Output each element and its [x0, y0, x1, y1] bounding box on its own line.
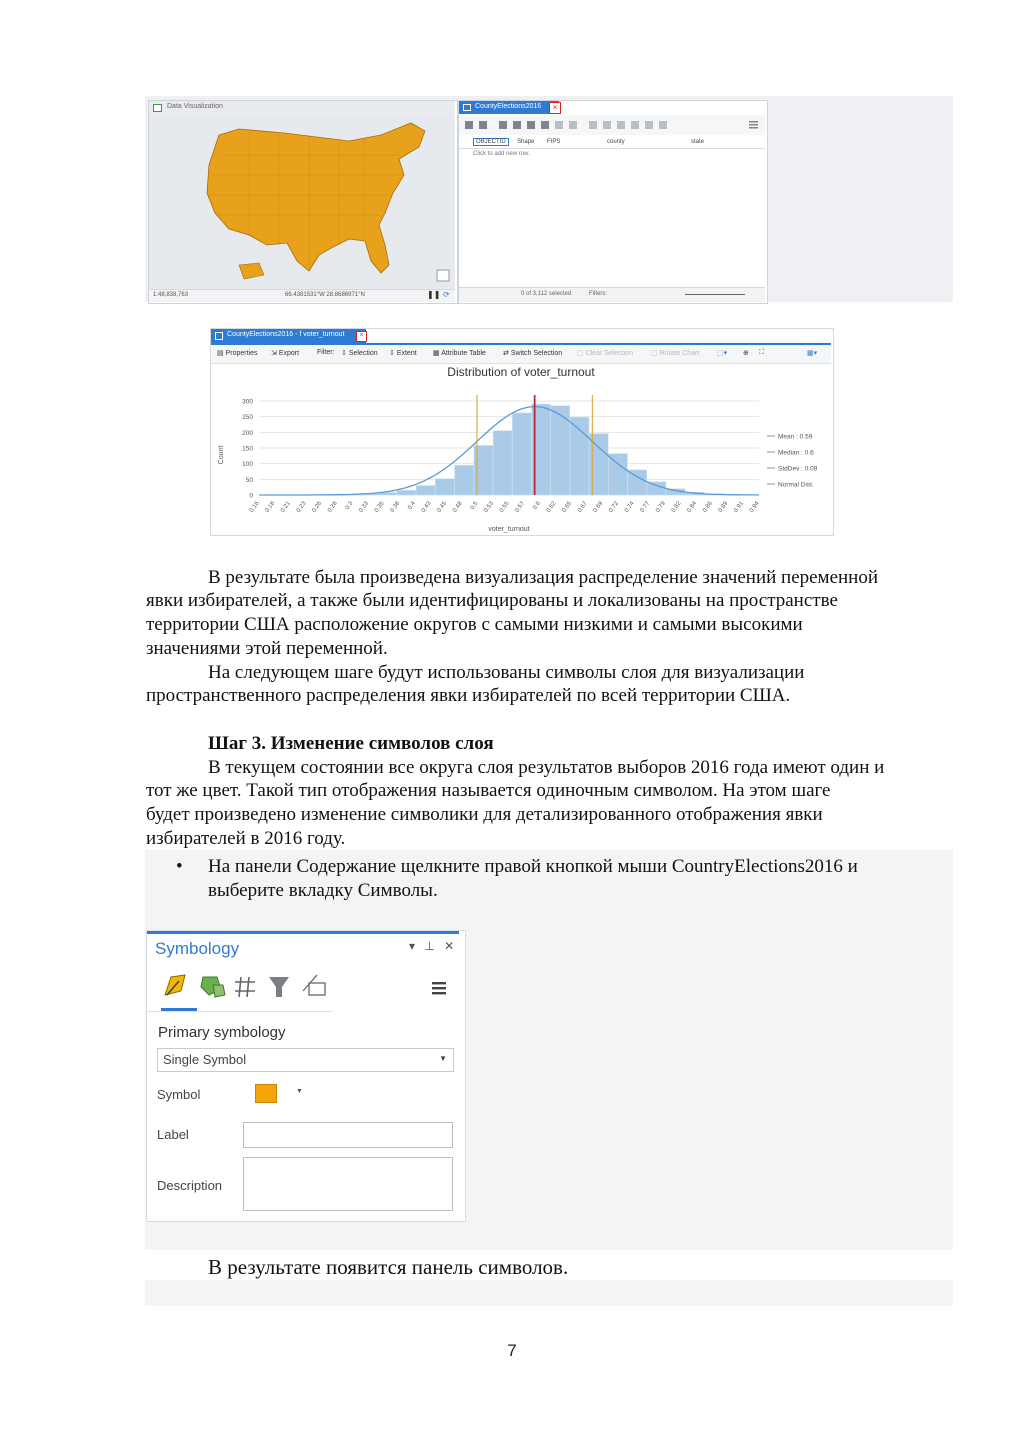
- map-scale[interactable]: 1:48,838,763: [153, 292, 189, 298]
- map-and-table-screenshot: [145, 96, 953, 302]
- legend-item: Normal Dist.: [778, 481, 814, 489]
- x-tick-label: 0.28: [327, 500, 339, 514]
- bullet-icon: •: [176, 856, 183, 877]
- x-axis-label: voter_turnout: [488, 526, 530, 533]
- y-tick-label: 150: [242, 445, 253, 453]
- result-sentence: В результате появится панель символов.: [208, 1255, 569, 1279]
- symbology-tab-icons: [161, 971, 341, 1001]
- pane-options-icon[interactable]: ▾: [409, 939, 416, 953]
- symbology-title: Symbology: [155, 939, 240, 958]
- close-icon[interactable]: ×: [356, 331, 367, 342]
- chart-title: Distribution of voter_turnout: [447, 365, 595, 379]
- chart-toolbar: [211, 345, 831, 364]
- x-tick-label: 0.57: [514, 500, 527, 514]
- pause-icon[interactable]: ❚❚: [427, 290, 441, 299]
- x-tick-label: 0.48: [452, 500, 464, 514]
- map-view-tab[interactable]: [149, 101, 455, 116]
- map-view-pane: [148, 100, 458, 304]
- x-tick-label: 0.94: [749, 500, 761, 514]
- close-icon[interactable]: ✕: [444, 939, 455, 953]
- chart-tab[interactable]: [211, 329, 366, 343]
- table-toolbar: [459, 115, 765, 135]
- histogram-bar: [512, 413, 531, 495]
- y-tick-label: 100: [242, 461, 253, 469]
- y-tick-label: 50: [245, 476, 253, 484]
- column-county[interactable]: county: [607, 139, 625, 145]
- export-label: Export: [278, 350, 300, 357]
- chart-legend: [767, 434, 818, 489]
- x-tick-label: 0.38: [389, 500, 402, 514]
- paragraph-1-line-4: значениями этой переменной.: [146, 638, 388, 659]
- table-toolbar-icons: [459, 115, 765, 135]
- zoom-slider[interactable]: [685, 294, 745, 295]
- x-tick-label: 0.35: [374, 500, 386, 514]
- pin-icon[interactable]: ⊥: [424, 939, 435, 953]
- symbology-type-select[interactable]: [157, 1048, 454, 1072]
- chart-screenshot: [210, 328, 834, 536]
- full-extent-icon[interactable]: ⛶: [759, 349, 764, 356]
- pane-accent-line: [147, 931, 459, 934]
- chevron-down-icon: ▼: [439, 1054, 447, 1063]
- filter-tab-icon[interactable]: [269, 977, 289, 997]
- x-tick-label: 0.79: [655, 500, 667, 514]
- rotate-chart-button[interactable]: ▢ Rotate Chart: [651, 350, 700, 357]
- shaded-block-lower: [145, 1280, 953, 1306]
- x-tick-label: 0.43: [420, 500, 433, 514]
- x-tick-label: 0.55: [499, 500, 511, 514]
- clear-selection-button[interactable]: ▢ Clear Selection: [577, 350, 634, 357]
- x-tick-label: 0.53: [483, 500, 496, 514]
- legend-item: StdDev : 0.09: [778, 465, 818, 473]
- rotate-chart-label: Rotate Chart: [659, 350, 700, 357]
- y-tick-label: 250: [242, 414, 253, 422]
- filter-selection-button[interactable]: ⇩ Selection: [341, 350, 378, 357]
- filter-label: Filter:: [317, 349, 335, 356]
- paragraph-3-line-3: будет произведено изменение символики для детализированного отображения явки: [146, 804, 823, 825]
- y-tick-labels: [242, 399, 253, 500]
- step-heading: Шаг 3. Изменение символов слоя: [208, 733, 494, 754]
- x-tick-label: 0.77: [639, 500, 652, 514]
- chevron-down-icon[interactable]: ▼: [296, 1088, 303, 1095]
- table-status-bar: [459, 287, 765, 302]
- paragraph-1-line-1: В результате была произведена визуализация распределение значений переменной: [208, 567, 879, 588]
- map-overview-icon[interactable]: [437, 270, 449, 281]
- legend-item: Median : 0.6: [778, 449, 814, 457]
- select-tool-icon[interactable]: ⬚▾: [717, 350, 728, 357]
- x-tick-label: 0.91: [733, 500, 746, 514]
- export-button[interactable]: ⇲ Export: [271, 350, 300, 357]
- y-tick-label: 0: [249, 492, 253, 500]
- legend-item: Mean : 0.59: [778, 433, 813, 441]
- x-tick-label: 0.89: [717, 500, 730, 514]
- table-tab[interactable]: [459, 101, 559, 114]
- map-tab-label: Data Visualization: [167, 103, 223, 110]
- x-tick-label: 0.3: [344, 500, 355, 511]
- histogram-bar: [493, 431, 512, 495]
- histogram-bar: [647, 482, 666, 495]
- paragraph-3-line-4: избирателей в 2016 году.: [146, 828, 346, 849]
- chart-menu-icon[interactable]: ▦▾: [807, 350, 818, 357]
- histogram-bar: [397, 490, 416, 495]
- paragraph-1-line-3: территории США расположение округов с самыми низкими и самыми высокими: [146, 614, 803, 635]
- bullet-line-2: выберите вкладку Символы.: [208, 880, 438, 901]
- selection-label: Selection: [348, 350, 378, 357]
- primary-symbology-heading: Primary symbology: [158, 1024, 286, 1041]
- map-coordinates: 66.4381531°W 28.8686971°N: [285, 292, 365, 298]
- x-tick-label: 0.69: [592, 500, 605, 514]
- paragraph-3-line-2: тот же цвет. Такой тип отображения называется одиночным символом. На этом шаге: [146, 780, 831, 801]
- filters-label: Filters:: [589, 291, 607, 297]
- properties-label: Properties: [225, 350, 258, 357]
- x-tick-label: 0.4: [407, 500, 417, 511]
- x-tick-label: 0.5: [469, 500, 480, 511]
- x-tick-label: 0.26: [311, 500, 324, 514]
- column-objectid[interactable]: OBJECTID: [473, 138, 509, 146]
- x-tick-label: 0.45: [436, 500, 449, 514]
- filter-extent-button[interactable]: ⇩ Extent: [389, 350, 417, 357]
- pane-controls: [409, 939, 454, 953]
- map-icon: [153, 104, 162, 112]
- attribute-table-label: Attribute Table: [441, 350, 486, 357]
- map-status-bar: [149, 289, 455, 302]
- clear-selection-label: Clear Selection: [585, 350, 634, 357]
- description-input[interactable]: [243, 1157, 453, 1211]
- paragraph-1-line-2: явки избирателей, а также были идентифицированы и локализованы на пространстве: [146, 590, 838, 611]
- zoom-icon[interactable]: ⊕: [743, 350, 749, 357]
- histogram-chart[interactable]: [211, 381, 831, 533]
- display-tab-icon[interactable]: [303, 975, 325, 995]
- histogram-bar: [435, 479, 454, 495]
- label-field-label: Label: [157, 1127, 189, 1142]
- switch-selection-label: Switch Selection: [510, 350, 563, 357]
- properties-button[interactable]: ▤ Properties: [217, 350, 258, 357]
- map-canvas[interactable]: [149, 115, 455, 289]
- x-tick-label: 0.62: [545, 500, 558, 514]
- y-axis-label: Count: [218, 445, 225, 465]
- x-tick-label: 0.16: [249, 500, 261, 514]
- x-tick-label: 0.84: [686, 500, 699, 514]
- selection-count: 0 of 3,112 selected: [521, 291, 572, 297]
- x-tick-label: 0.65: [561, 500, 574, 514]
- switch-selection-button[interactable]: ⇄ Switch Selection: [503, 350, 563, 357]
- attribute-table-button[interactable]: ▦ Attribute Table: [433, 350, 486, 357]
- paragraph-3-line-1: В текущем состоянии все округа слоя результатов выборов 2016 года имеют один и: [208, 757, 885, 778]
- symbology-type-value: Single Symbol: [163, 1052, 247, 1067]
- close-icon[interactable]: ×: [549, 102, 561, 114]
- symbology-pane: [146, 930, 466, 1222]
- bullet-line-1: На панели Содержание щелкните правой кнопкой мыши CountryElections2016 и: [208, 856, 858, 877]
- symbol-layer-tab-icon[interactable]: [235, 977, 255, 997]
- refresh-icon[interactable]: ⟳: [443, 290, 450, 299]
- paragraph-2-line-1: На следующем шаге будут использованы символы слоя для визуализации: [208, 662, 805, 683]
- x-tick-label: 0.6: [532, 500, 542, 511]
- add-row-hint[interactable]: Click to add new row.: [473, 151, 530, 157]
- extent-label: Extent: [396, 350, 417, 357]
- y-tick-label: 200: [242, 429, 253, 437]
- symbol-swatch[interactable]: [255, 1084, 277, 1103]
- table-icon: [463, 104, 471, 111]
- y-tick-label: 300: [242, 398, 253, 406]
- table-tab-label: CountyElections2016: [475, 103, 542, 110]
- chart-icon: [215, 332, 223, 340]
- x-tick-label: 0.67: [577, 500, 589, 514]
- us-counties-map: [149, 115, 455, 289]
- x-tick-label: 0.74: [624, 500, 636, 514]
- histogram-bar: [609, 454, 628, 495]
- x-tick-label: 0.72: [608, 500, 621, 514]
- paragraph-2-line-2: пространственного распределения явки избирателей по всей территории США.: [146, 685, 791, 706]
- column-shape[interactable]: Shape: [517, 139, 535, 145]
- x-tick-label: 0.18: [264, 500, 277, 514]
- attribute-table-pane: [458, 100, 768, 304]
- label-input[interactable]: [243, 1122, 453, 1148]
- histogram-bar: [628, 470, 647, 495]
- menu-icon[interactable]: [431, 981, 447, 995]
- x-tick-label: 0.23: [295, 500, 308, 514]
- x-tick-label: 0.82: [670, 500, 683, 514]
- symbol-label: Symbol: [157, 1087, 201, 1102]
- column-fips[interactable]: FIPS: [547, 139, 561, 145]
- vary-symbology-tab-icon[interactable]: [201, 977, 225, 997]
- x-tick-label: 0.33: [358, 500, 371, 514]
- x-tick-label: 0.21: [280, 500, 292, 514]
- histogram-bar: [455, 465, 474, 495]
- tab-divider: [147, 1011, 333, 1012]
- chart-tab-label: CountyElections2016 - f voter_turnout: [227, 331, 345, 338]
- histogram-bars: [320, 404, 743, 495]
- x-tick-label: 0.86: [702, 500, 714, 514]
- description-field-label: Description: [157, 1178, 223, 1193]
- primary-symbology-tab-icon[interactable]: [165, 975, 185, 995]
- column-state[interactable]: state: [691, 139, 705, 145]
- table-header-row: [459, 137, 765, 149]
- x-tick-labels: [249, 500, 761, 514]
- page-number: 7: [507, 1341, 517, 1360]
- histogram-bar: [416, 486, 435, 495]
